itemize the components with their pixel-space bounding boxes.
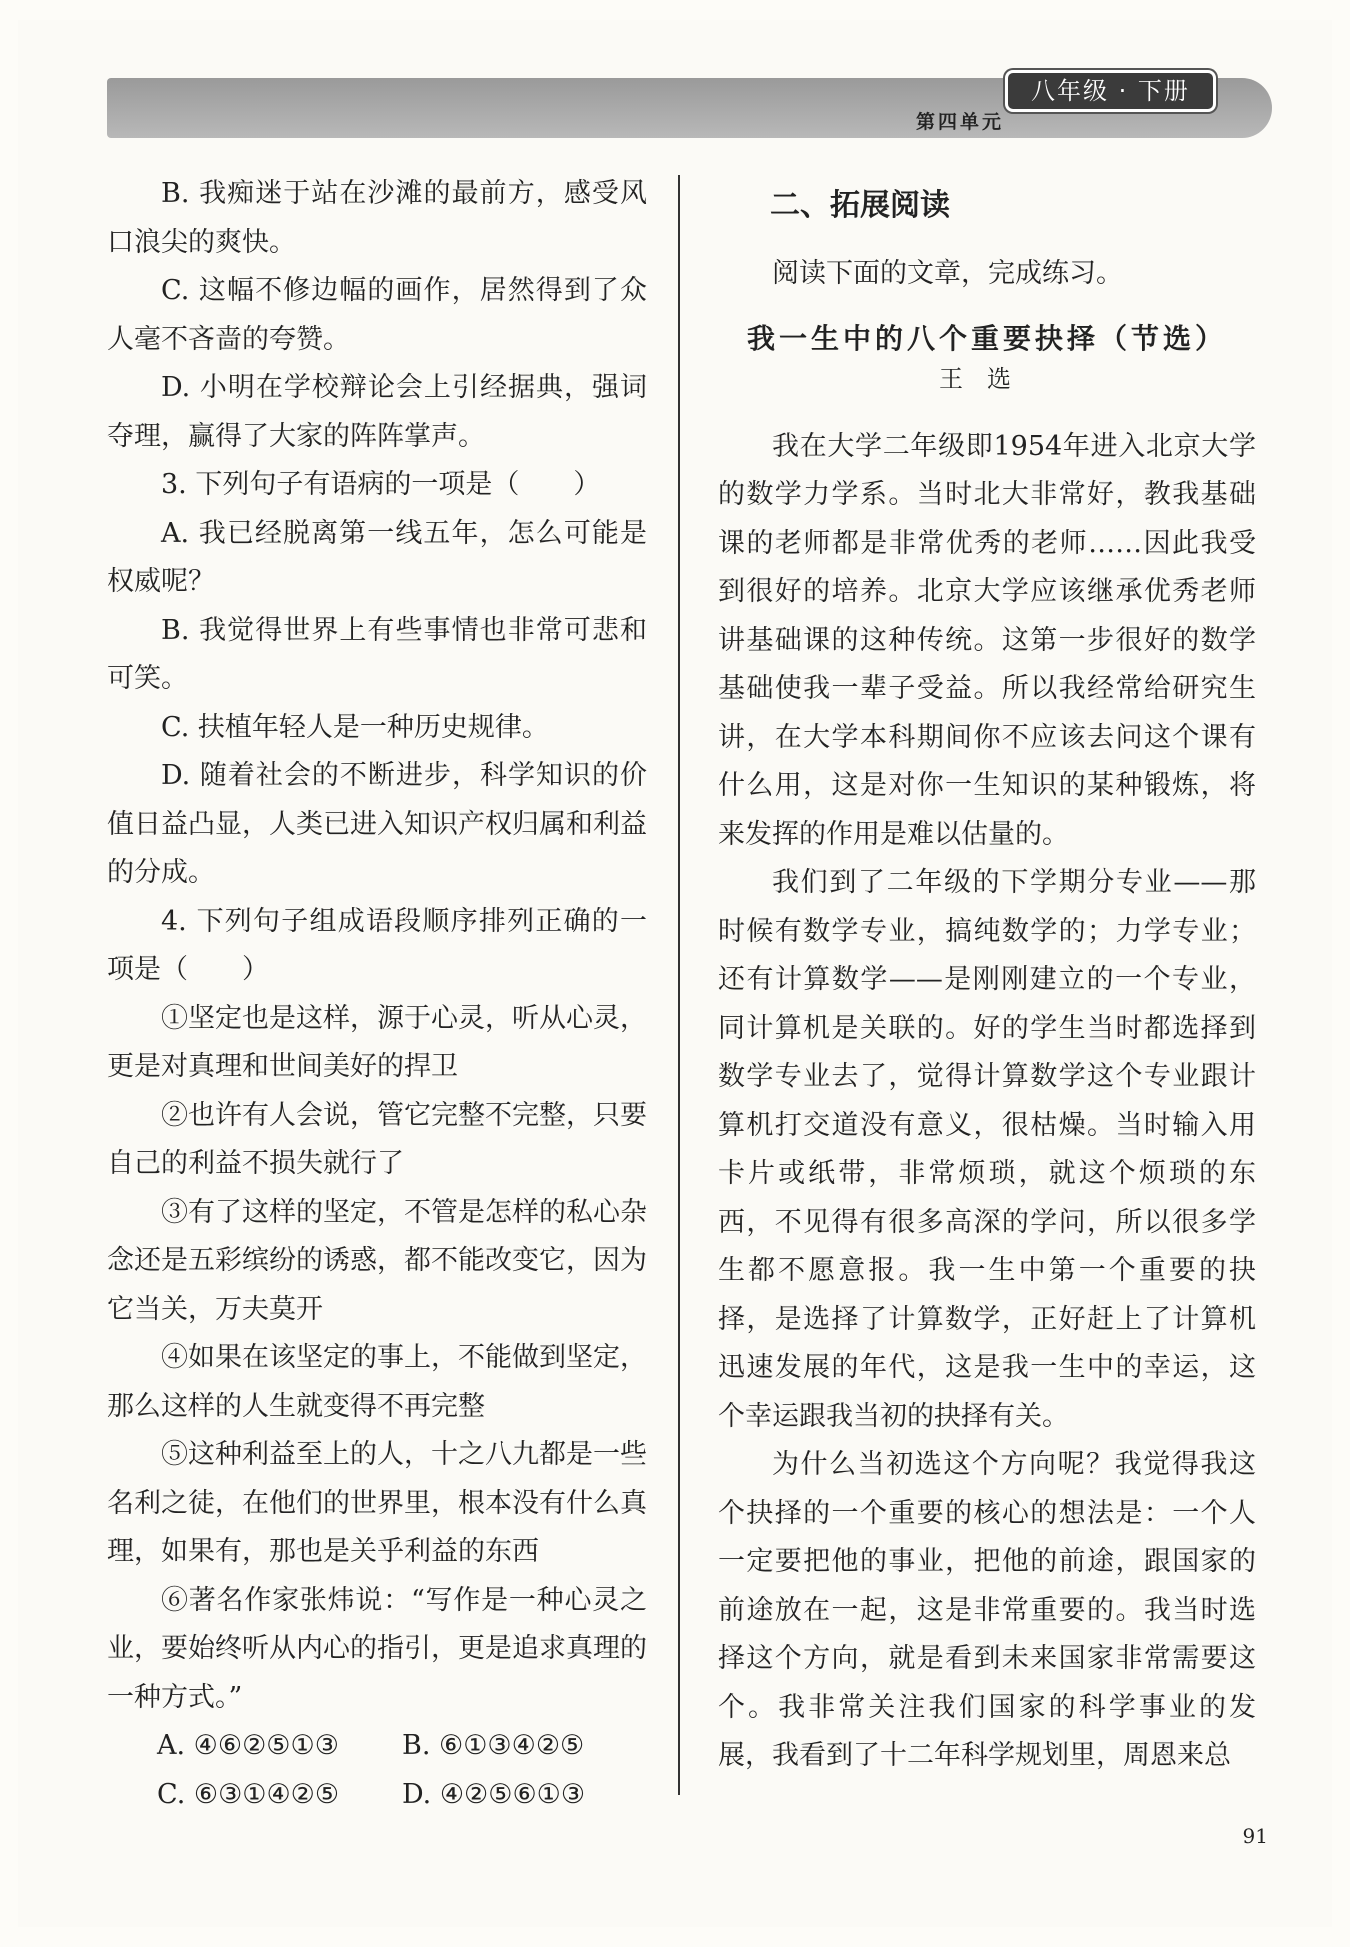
q4-sentence-2: ②也许有人会说，管它完整不完整，只要自己的利益不损失就行了 (107, 1099, 647, 1179)
grade-tab: 八年级 · 下册 (1005, 70, 1216, 112)
article-author: 王选 (939, 364, 1035, 393)
q4-option-b: B. ⑥①③④②⑤ (402, 1730, 585, 1761)
section-title: 二、拓展阅读 (770, 188, 950, 223)
q4-option-c: C. ⑥③①④②⑤ (157, 1778, 340, 1810)
column-divider (678, 175, 680, 1795)
reading-instruction: 阅读下面的文章，完成练习。 (772, 258, 1123, 289)
article-paragraph-1: 我在大学二年级即1954年进入北京大学的数学力学系。当时北大非常好，教我基础课的老师都是非常优秀的老师……因此我受到很好的培养。北京大学应该继承优秀老师讲基础课的这种传统。这第一步很好的数学基础使我一辈子受益。所以我经常给研究生讲，在大学本科期间你不应该去问这个课有什么用，这是对你一生知识的某种锻炼，将来发挥的作用是难以估量的。 (718, 430, 1256, 850)
q4-sentence-3: ③有了这样的坚定，不管是怎样的私心杂念还是五彩缤纷的诱惑，都不能改变它，因为它当关，万夫莫开 (107, 1196, 647, 1325)
q3-option-a: A. 我已经脱离第一线五年，怎么可能是权威呢？ (107, 517, 647, 597)
q4-stem: 4. 下列句子组成语段顺序排列正确的一项是（ ） (107, 905, 647, 985)
q3-option-b: B. 我觉得世界上有些事情也非常可悲和可笑。 (107, 614, 647, 694)
q4-sentence-6: ⑥著名作家张炜说：“写作是一种心灵之业，要始终听从内心的指引，更是追求真理的一种方式。” (107, 1584, 647, 1713)
q3-option-c: C. 扶植年轻人是一种历史规律。 (161, 711, 549, 743)
article-paragraph-2: 我们到了二年级的下学期分专业——那时候有数学专业，搞纯数学的；力学专业；还有计算数学——是刚刚建立的一个专业，同计算机是关联的。好的学生当时都选择到数学专业去了，觉得计算数学这个专业跟计算机打交道没有意义，很枯燥。当时输入用卡片或纸带，非常烦琐，就这个烦琐的东西，不见得有很多高深的学问，所以很多学生都不愿意报。我一生中第一个重要的抉择，是选择了计算数学，正好赶上了计算机迅速发展的年代，这是我一生中的幸运，这个幸运跟我当初的抉择有关。 (718, 867, 1256, 1432)
q4-sentence-5: ⑤这种利益至上的人，十之八九都是一些名利之徒，在他们的世界里，根本没有什么真理，如果有，那也是关乎利益的东西 (107, 1439, 647, 1567)
q3-stem: 3. 下列句子有语病的一项是（ ） (161, 469, 601, 500)
left-column (107, 170, 647, 1819)
q4-option-d: D. ④②⑤⑥①③ (402, 1778, 586, 1810)
q2-option-d: D. 小明在学校辩论会上引经据典，强词夺理，赢得了大家的阵阵掌声。 (107, 372, 647, 452)
q2-option-c: C. 这幅不修边幅的画作，居然得到了众人毫不吝啬的夸赞。 (107, 275, 647, 355)
q4-options-row-1 (107, 1722, 647, 1771)
q4-option-a: A. ④⑥②⑤①③ (157, 1730, 339, 1761)
q3-option-d: D. 随着社会的不断进步，科学知识的价值日益凸显，人类已进入知识产权归属和利益的分成。 (107, 760, 647, 888)
q4-options-row-2 (107, 1771, 647, 1820)
q4-sentence-1: ①坚定也是这样，源于心灵，听从心灵，更是对真理和世间美好的捍卫 (107, 1002, 647, 1082)
page-number: 91 (1242, 1824, 1268, 1848)
article-title: 我一生中的八个重要抉择（节选） (746, 321, 1227, 355)
unit-label: 第四单元 (915, 111, 1004, 133)
article-paragraph-3: 为什么当初选这个方向呢？我觉得我这个抉择的一个重要的核心的想法是：一个人一定要把他的事业，把他的前途，跟国家的前途放在一起，这是非常重要的。我当时选择这个方向，就是看到未来国家非常需要这个。我非常关注我们国家的科学事业的发展，我看到了十二年科学规划里，周恩来总 (718, 1449, 1256, 1771)
right-column (718, 170, 1256, 1781)
q4-sentence-4: ④如果在该坚定的事上，不能做到坚定，那么这样的人生就变得不再完整 (107, 1342, 647, 1422)
q2-option-b: B. 我痴迷于站在沙滩的最前方，感受风口浪尖的爽快。 (107, 178, 647, 258)
